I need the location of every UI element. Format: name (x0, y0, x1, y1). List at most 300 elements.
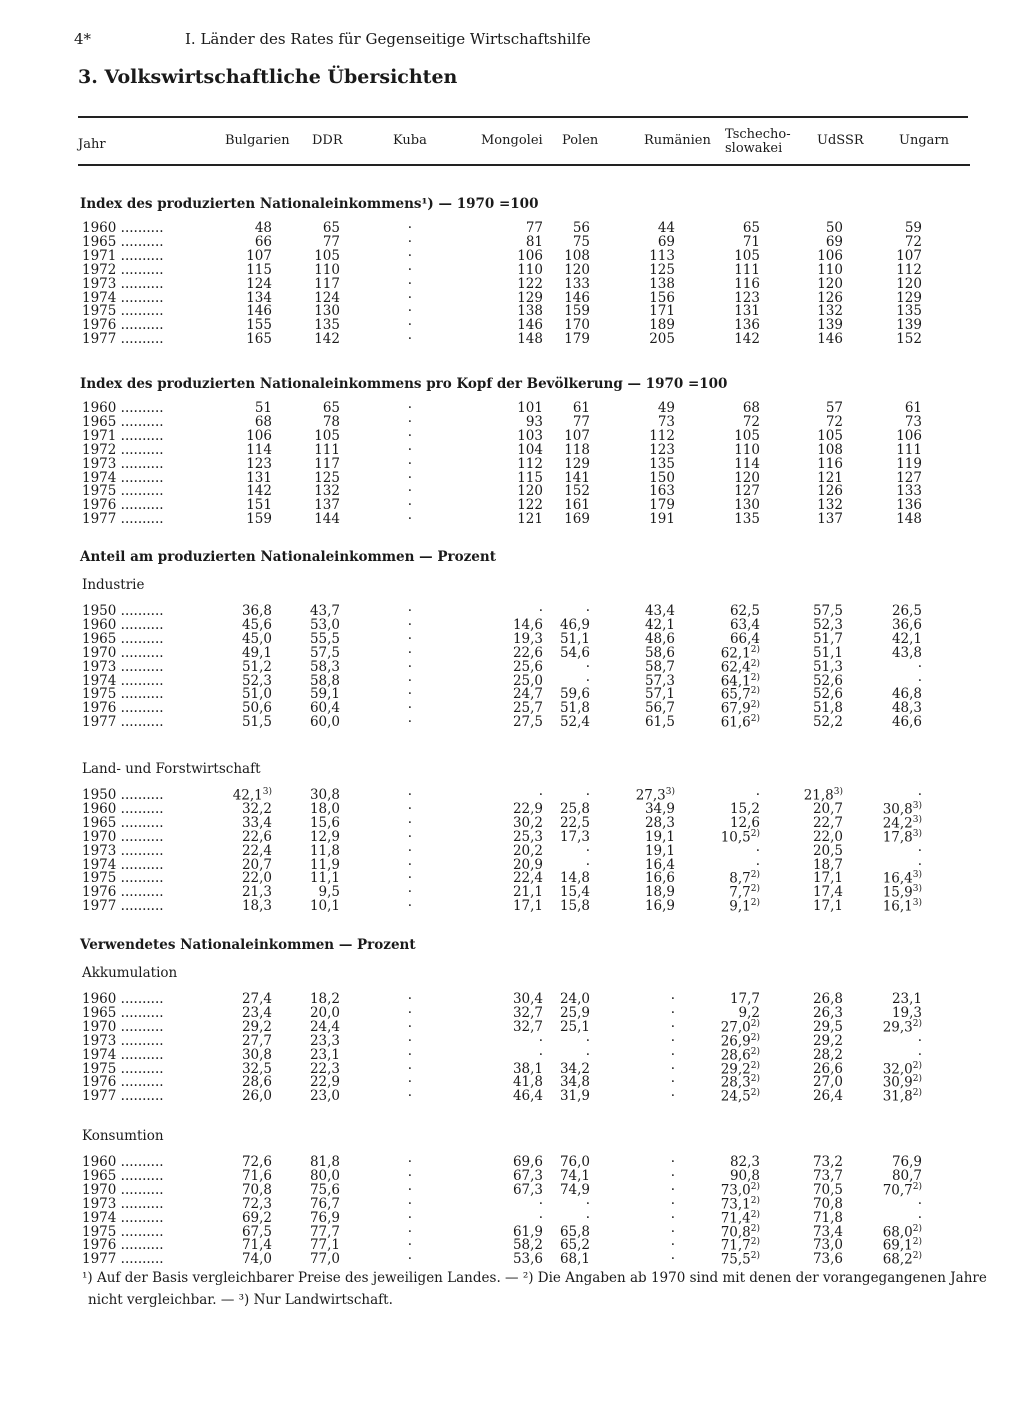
table-cell: 24,7 (512, 686, 543, 703)
table-cell: 58,6 (644, 644, 675, 661)
table-cell: · (407, 856, 412, 873)
table-cell: 116 (734, 275, 760, 292)
table-cell: 42,1$^{3)}$ (232, 787, 272, 804)
table-cell: · (407, 331, 412, 348)
table-cell: · (407, 714, 412, 731)
table-cell: 19,3 (512, 630, 543, 647)
table-cell: · (407, 247, 412, 264)
column-header-line: Tschecho- (725, 127, 791, 142)
table-cell: 23,3 (309, 1032, 340, 1049)
table-cell: · (407, 644, 412, 661)
table-cell: 115 (517, 469, 543, 486)
table-cell: 146 (817, 331, 843, 348)
table-cell: · (407, 1237, 412, 1254)
table-cell: 25,3 (512, 828, 543, 845)
table-cell: · (917, 672, 922, 689)
table-cell: 146 (246, 303, 272, 320)
table-cell: · (917, 1046, 922, 1063)
table-cell: · (670, 1004, 675, 1021)
table-cell: · (917, 856, 922, 873)
table-cell: 142 (314, 331, 340, 348)
footnote-ref: 2) (912, 1237, 922, 1248)
table-cell: 115 (246, 261, 272, 278)
row-year-label: 1977 .......... (82, 1251, 164, 1268)
table-cell: 60,0 (309, 714, 340, 731)
table-cell: 77,0 (309, 1251, 340, 1268)
table-cell: 93 (525, 413, 543, 430)
table-cell: 119 (896, 455, 922, 472)
row-year-label: 1974 .......... (82, 1209, 164, 1226)
table-cell: · (407, 1074, 412, 1091)
table-cell: 41,8 (512, 1074, 543, 1091)
table-cell: 59,1 (309, 686, 340, 703)
table-cell: 26,8 (812, 991, 843, 1007)
table-cell: 31,9 (559, 1088, 590, 1105)
row-year-label: 1970 .......... (82, 644, 164, 661)
table-cell: 152 (896, 331, 922, 348)
table-cell: 120 (896, 275, 922, 292)
table-cell: 16,1$^{3)}$ (882, 898, 922, 915)
table-cell: · (407, 814, 412, 831)
table-cell: · (670, 1154, 675, 1170)
table-cell: 129 (517, 289, 543, 306)
row-year-label: 1975 .......... (82, 303, 164, 320)
table-cell: · (407, 317, 412, 334)
table-cell: 73,2 (812, 1154, 843, 1170)
table-cell: 117 (314, 455, 340, 472)
table-cell: 125 (314, 469, 340, 486)
table-cell: 32,5 (241, 1060, 272, 1077)
table-cell: 156 (649, 289, 675, 306)
block-subheading: Konsumtion (82, 1128, 164, 1144)
row-year-label: 1976 .......... (82, 497, 164, 514)
table-cell: · (407, 672, 412, 689)
table-cell: · (407, 898, 412, 915)
table-cell: · (755, 856, 760, 873)
block-subheading: Akkumulation (82, 965, 178, 981)
table-cell: 161 (564, 497, 590, 514)
table-cell: · (407, 616, 412, 633)
table-cell: · (755, 787, 760, 803)
table-cell: 52,3 (241, 672, 272, 689)
footnote-ref: 2) (750, 1032, 760, 1043)
table-cell: 71,6 (241, 1167, 272, 1184)
table-cell: · (407, 1046, 412, 1063)
footnote-ref: 2) (750, 672, 760, 683)
table-cell: 17,8$^{3)}$ (882, 828, 922, 846)
table-cell: 30,8 (309, 787, 340, 803)
footnote-ref: 2) (750, 1223, 760, 1234)
table-cell: · (670, 1032, 675, 1049)
row-year-label: 1974 .......... (82, 856, 164, 873)
table-cell: 80,0 (309, 1167, 340, 1184)
table-cell: 136 (896, 497, 922, 514)
footnote-ref: 2) (750, 1088, 760, 1099)
row-year-label: 1977 .......... (82, 714, 164, 731)
row-year-label: 1970 .......... (82, 828, 164, 845)
table-cell: 46,8 (891, 686, 922, 703)
table-cell: 122 (517, 275, 543, 292)
column-header-country (562, 134, 598, 148)
table-cell: 21,8$^{3)}$ (803, 787, 843, 804)
table-cell: · (538, 1032, 543, 1049)
block-subheading: Land- und Forstwirtschaft (82, 761, 261, 777)
table-cell: 171 (649, 303, 675, 320)
table-cell: 51,1 (559, 630, 590, 647)
table-cell: 36,6 (891, 616, 922, 633)
row-year-label: 1975 .......... (82, 686, 164, 703)
table-cell: 49 (657, 400, 675, 416)
table-cell: · (917, 842, 922, 859)
table-cell: 62,5 (729, 603, 760, 619)
footnote-ref: 2) (750, 1074, 760, 1085)
table-cell: 20,7 (812, 800, 843, 817)
table-cell: · (407, 1223, 412, 1240)
table-cell: 12,6 (729, 814, 760, 831)
table-cell: 23,1 (309, 1046, 340, 1063)
table-cell: 31,8$^{2)}$ (882, 1088, 922, 1105)
table-cell: 51,3 (812, 658, 843, 675)
table-cell: 9,2 (738, 1004, 760, 1021)
footnote-ref: 2) (912, 1074, 922, 1085)
table-cell: 121 (517, 511, 543, 528)
table-cell: 130 (314, 303, 340, 320)
table-cell: 26,9$^{2)}$ (720, 1032, 760, 1050)
table-cell: 141 (564, 469, 590, 486)
column-header-line: DDR (312, 133, 343, 148)
table-cell: 56,7 (644, 700, 675, 717)
table-cell: 27,5 (512, 714, 543, 731)
table-cell: 18,7 (812, 856, 843, 873)
table-cell: 18,3 (241, 898, 272, 915)
table-cell: 26,6 (812, 1060, 843, 1077)
table-cell: 75,6 (309, 1181, 340, 1198)
table-cell: 23,0 (309, 1088, 340, 1105)
table-cell: 120 (564, 261, 590, 278)
row-year-label: 1977 .......... (82, 898, 164, 915)
row-year-label: 1972 .......... (82, 441, 164, 458)
table-cell: 139 (896, 317, 922, 334)
table-cell: 148 (896, 511, 922, 528)
table-cell: 20,0 (309, 1004, 340, 1021)
table-cell: 68,0$^{2)}$ (882, 1223, 922, 1240)
table-cell: · (670, 1167, 675, 1184)
row-year-label: 1977 .......... (82, 1088, 164, 1105)
table-cell: 29,2 (812, 1032, 843, 1049)
table-cell: 17,3 (559, 828, 590, 845)
table-cell: 61,6$^{2)}$ (720, 714, 760, 731)
table-cell: 32,7 (512, 1004, 543, 1021)
column-header-country (312, 134, 343, 148)
table-cell: 61,5 (644, 714, 675, 731)
row-year-label: 1976 .......... (82, 317, 164, 334)
row-year-label: 1960 .......... (82, 400, 164, 416)
table-cell: 61,9 (512, 1223, 543, 1240)
table-cell: 16,4$^{3)}$ (882, 870, 922, 887)
table-cell: 110 (734, 441, 760, 458)
column-header-country (725, 128, 791, 156)
table-cell: 111 (314, 441, 340, 458)
table-cell: 26,4 (812, 1088, 843, 1105)
table-cell: 52,3 (812, 616, 843, 633)
table-cell: · (407, 630, 412, 647)
table-cell: · (407, 303, 412, 320)
table-cell: 131 (734, 303, 760, 320)
table-cell: 20,2 (512, 842, 543, 859)
table-cell: · (407, 413, 412, 430)
row-year-label: 1975 .......... (82, 1223, 164, 1240)
table-cell: 146 (517, 317, 543, 334)
table-cell: 22,4 (512, 870, 543, 887)
table-cell: · (407, 842, 412, 859)
section-title: 3. Volkswirtschaftliche Übersichten (78, 66, 458, 88)
footnote-ref: 3) (262, 787, 272, 797)
table-cell: · (407, 400, 412, 416)
table-cell: · (407, 469, 412, 486)
table-cell: 112 (517, 455, 543, 472)
table-cell: 68,1 (559, 1251, 590, 1268)
table-cell: 49,1 (241, 644, 272, 661)
table-cell: 155 (246, 317, 272, 334)
column-header-country (225, 134, 290, 148)
table-cell: · (917, 1209, 922, 1226)
table-cell: · (407, 1032, 412, 1049)
column-header-jahr: Jahr (78, 137, 106, 152)
footnote-ref: 2) (750, 686, 760, 697)
table-cell: 43,7 (309, 603, 340, 619)
table-cell: 120 (734, 469, 760, 486)
table-cell: 74,9 (559, 1181, 590, 1198)
table-cell: 18,0 (309, 800, 340, 817)
footnote-ref: 2) (750, 828, 760, 839)
table-cell: 108 (564, 247, 590, 264)
table-cell: 51,5 (241, 714, 272, 731)
table-cell: · (407, 991, 412, 1007)
table-cell: 28,6$^{2)}$ (720, 1046, 760, 1064)
table-cell: 76,0 (559, 1154, 590, 1170)
table-cell: · (407, 220, 412, 236)
table-cell: 179 (649, 497, 675, 514)
table-cell: 46,6 (891, 714, 922, 731)
footnote-line-1: ¹) Auf der Basis vergleichbarer Preise des jeweiligen Landes. — ²) Die Angaben ab 1970 sind mit denen der vorangegangenen Jahre (82, 1270, 987, 1286)
table-cell: 10,1 (309, 898, 340, 915)
footnote-ref: 3) (912, 870, 922, 881)
row-year-label: 1977 .......... (82, 331, 164, 348)
table-cell: · (407, 787, 412, 803)
table-cell: 127 (896, 469, 922, 486)
table-cell: 64,1$^{2)}$ (720, 672, 760, 689)
table-cell: 25,8 (559, 800, 590, 817)
table-cell: 14,6 (512, 616, 543, 633)
table-cell: 22,4 (241, 842, 272, 859)
table-cell: 22,3 (309, 1060, 340, 1077)
top-rule (78, 116, 968, 118)
table-cell: 51 (254, 400, 272, 416)
table-cell: 24,2$^{3)}$ (882, 814, 922, 832)
table-cell: 15,9$^{3)}$ (882, 884, 922, 901)
table-cell: 159 (246, 511, 272, 528)
table-cell: 65 (742, 220, 760, 236)
table-cell: 25,9 (559, 1004, 590, 1021)
table-cell: 151 (246, 497, 272, 514)
table-cell: 7,7$^{2)}$ (729, 884, 760, 901)
table-cell: · (670, 991, 675, 1007)
row-year-label: 1973 .......... (82, 455, 164, 472)
table-cell: 101 (517, 400, 543, 416)
table-cell: 139 (817, 317, 843, 334)
table-cell: 67,5 (241, 1223, 272, 1240)
table-cell: 138 (649, 275, 675, 292)
table-cell: · (585, 672, 590, 689)
column-header-line: Kuba (393, 133, 427, 148)
table-cell: 105 (314, 427, 340, 444)
table-cell: 73,1$^{2)}$ (720, 1195, 760, 1213)
row-year-label: 1976 .......... (82, 700, 164, 717)
row-year-label: 1950 .......... (82, 787, 164, 803)
table-cell: 43,4 (644, 603, 675, 619)
table-cell: 9,1$^{2)}$ (729, 898, 760, 915)
table-cell: 110 (517, 261, 543, 278)
footnote-ref: 2) (750, 1018, 760, 1029)
table-cell: 34,8 (559, 1074, 590, 1091)
block-heading: Index des produzierten Nationaleinkommens pro Kopf der Bevölkerung — 1970 =100 (80, 376, 728, 392)
table-cell: 65 (322, 220, 340, 236)
table-cell: · (407, 455, 412, 472)
table-cell: 126 (817, 483, 843, 500)
table-cell: 57,1 (644, 686, 675, 703)
table-cell: 72 (742, 413, 760, 430)
table-cell: 53,6 (512, 1251, 543, 1268)
table-cell: 50,6 (241, 700, 272, 717)
table-cell: · (407, 233, 412, 250)
table-cell: 21,3 (241, 884, 272, 901)
table-cell: 21,1 (512, 884, 543, 901)
table-cell: 20,7 (241, 856, 272, 873)
table-cell: 77 (572, 413, 590, 430)
table-cell: · (407, 1060, 412, 1077)
table-cell: 26,5 (891, 603, 922, 619)
row-year-label: 1965 .......... (82, 814, 164, 831)
table-cell: 136 (734, 317, 760, 334)
table-cell: 46,9 (559, 616, 590, 633)
table-cell: · (755, 842, 760, 859)
row-year-label: 1974 .......... (82, 469, 164, 486)
table-cell: 68 (742, 400, 760, 416)
table-cell: · (407, 870, 412, 887)
table-cell: 105 (314, 247, 340, 264)
table-cell: · (917, 658, 922, 675)
table-cell: · (407, 441, 412, 458)
table-cell: 105 (817, 427, 843, 444)
table-cell: 15,2 (729, 800, 760, 817)
table-cell: 30,9$^{2)}$ (882, 1074, 922, 1091)
table-cell: 22,7 (812, 814, 843, 831)
table-cell: 135 (649, 455, 675, 472)
table-cell: · (407, 800, 412, 817)
table-cell: 27,0 (812, 1074, 843, 1091)
table-cell: 52,2 (812, 714, 843, 731)
table-cell: 32,7 (512, 1018, 543, 1035)
table-cell: · (407, 1004, 412, 1021)
table-cell: 14,8 (559, 870, 590, 887)
table-cell: 152 (564, 483, 590, 500)
row-year-label: 1976 .......... (82, 1074, 164, 1091)
table-cell: 25,0 (512, 672, 543, 689)
table-cell: 191 (649, 511, 675, 528)
table-cell: 73,0$^{2)}$ (720, 1181, 760, 1199)
table-cell: 146 (564, 289, 590, 306)
footnote-ref: 2) (912, 1060, 922, 1071)
table-cell: 29,5 (812, 1018, 843, 1035)
block-subheading: Industrie (82, 577, 145, 593)
table-cell: · (917, 787, 922, 803)
table-cell: · (538, 1195, 543, 1212)
footnote-ref: 2) (912, 1088, 922, 1099)
table-cell: · (407, 700, 412, 717)
table-cell: · (585, 603, 590, 619)
table-cell: 73 (657, 413, 675, 430)
table-cell: 120 (817, 275, 843, 292)
table-cell: 69,1$^{2)}$ (882, 1237, 922, 1254)
row-year-label: 1976 .......... (82, 884, 164, 901)
table-cell: 56 (572, 220, 590, 236)
column-header-line: Polen (562, 133, 599, 148)
table-cell: 125 (649, 261, 675, 278)
table-cell: 11,9 (309, 856, 340, 873)
table-cell: 132 (817, 497, 843, 514)
row-year-label: 1973 .......... (82, 658, 164, 675)
table-cell: · (538, 603, 543, 619)
table-cell: 77,1 (309, 1237, 340, 1254)
table-cell: · (670, 1088, 675, 1105)
row-year-label: 1975 .......... (82, 870, 164, 887)
table-cell: 67,9$^{2)}$ (720, 700, 760, 717)
table-cell: · (670, 1251, 675, 1268)
footnote-ref: 2) (750, 1195, 760, 1206)
footnote-ref: 3) (912, 884, 922, 895)
table-cell: 71,4$^{2)}$ (720, 1209, 760, 1227)
table-cell: 27,3$^{3)}$ (635, 787, 675, 804)
table-cell: 15,6 (309, 814, 340, 831)
table-cell: 70,8 (241, 1181, 272, 1198)
table-cell: 27,7 (241, 1032, 272, 1049)
block-heading: Verwendetes Nationaleinkommen — Prozent (80, 937, 416, 953)
table-cell: 42,1 (644, 616, 675, 633)
footnote-ref: 2) (750, 1046, 760, 1057)
table-cell: · (407, 511, 412, 528)
table-cell: 46,4 (512, 1088, 543, 1105)
table-cell: 71,8 (812, 1209, 843, 1226)
table-cell: · (670, 1046, 675, 1063)
table-cell: 73,0 (812, 1237, 843, 1254)
table-cell: · (407, 1251, 412, 1268)
table-cell: 82,3 (729, 1154, 760, 1170)
table-cell: 24,0 (559, 991, 590, 1007)
table-cell: 68 (254, 413, 272, 430)
table-cell: 55,5 (309, 630, 340, 647)
table-cell: 48,3 (891, 700, 922, 717)
row-year-label: 1960 .......... (82, 991, 164, 1007)
table-cell: 51,7 (812, 630, 843, 647)
table-cell: · (407, 483, 412, 500)
row-year-label: 1974 .......... (82, 672, 164, 689)
table-cell: 51,8 (559, 700, 590, 717)
table-cell: 11,8 (309, 842, 340, 859)
table-cell: 50 (825, 220, 843, 236)
table-cell: · (538, 1209, 543, 1226)
table-cell: 66 (254, 233, 272, 250)
table-cell: 52,6 (812, 686, 843, 703)
